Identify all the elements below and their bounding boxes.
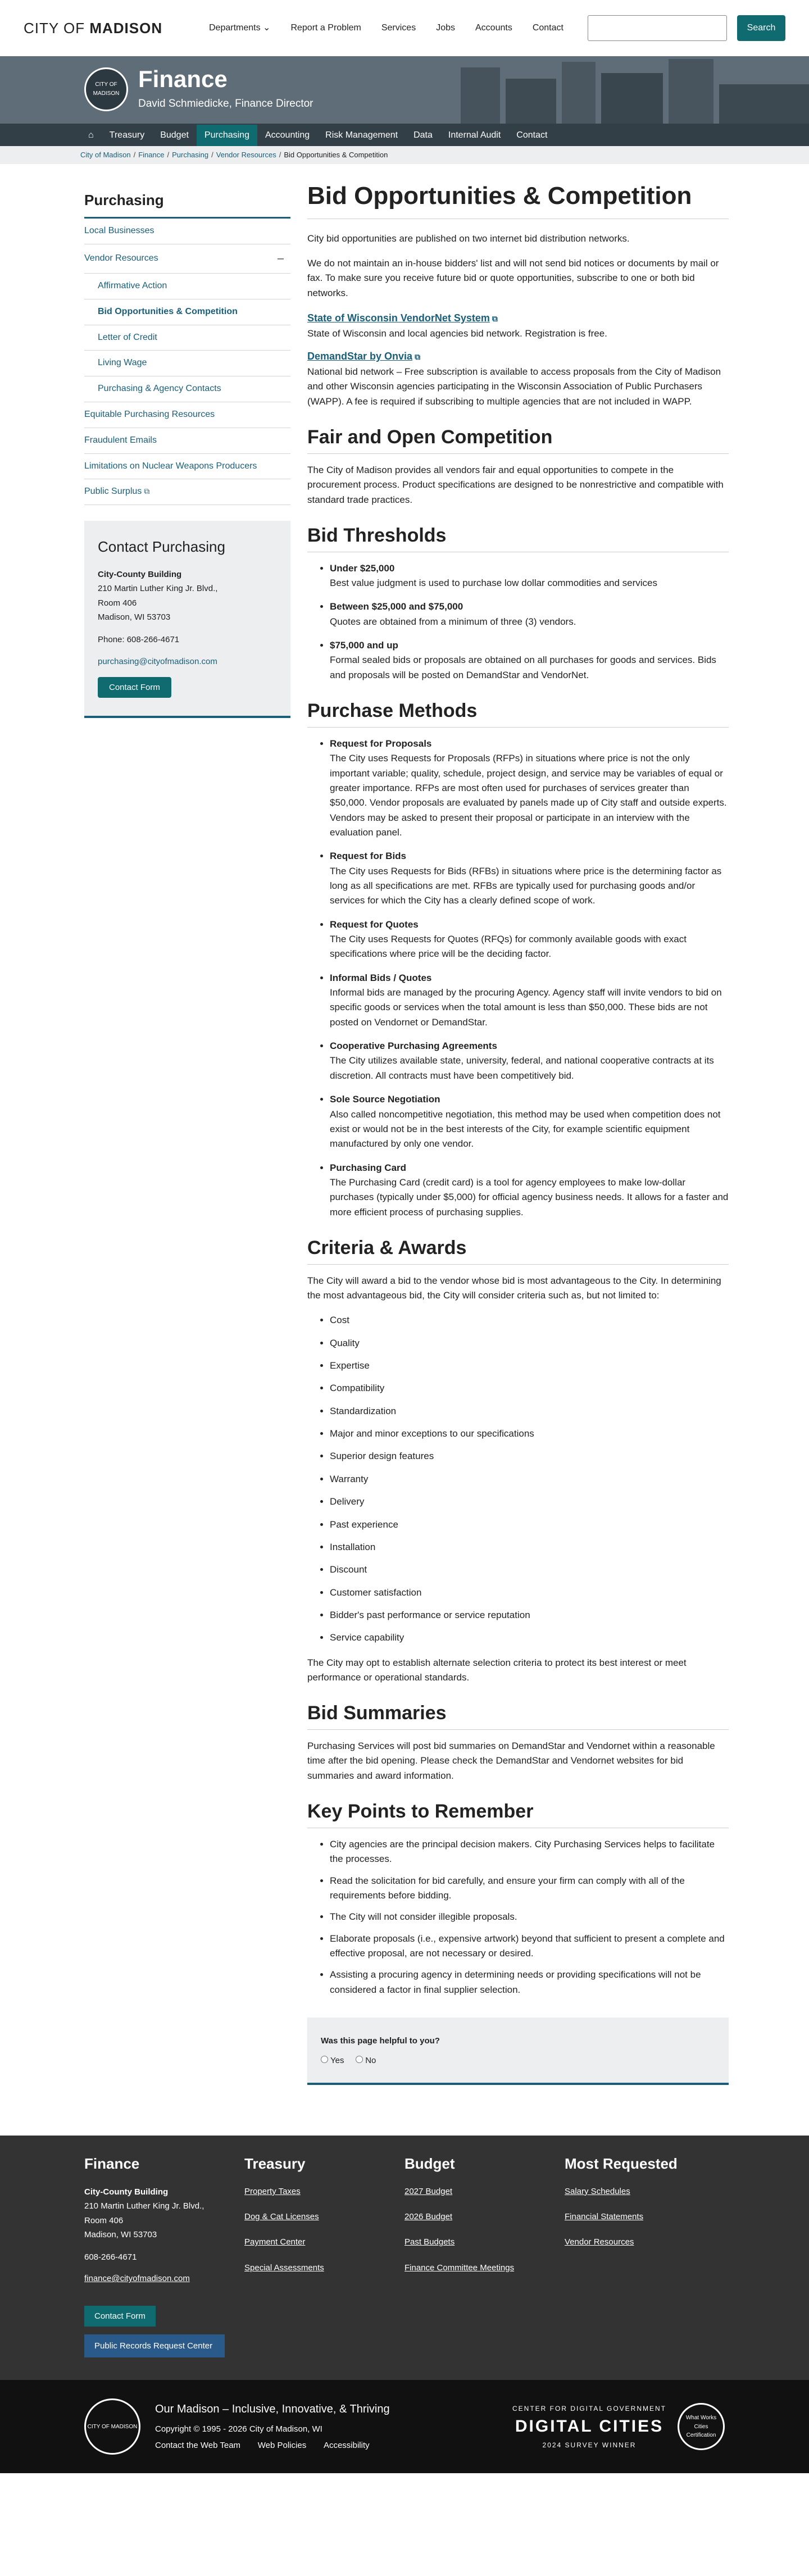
bid-summaries-text: Purchasing Services will post bid summaries on DemandStar and Vendornet within a reasonable time after the bid opening. Please check the DemandStar and Vendornet websites for bid summaries and award information.	[307, 1741, 715, 1781]
footer-phone: 608-266-4671	[84, 2252, 137, 2262]
feedback-yes-label: Yes	[330, 2056, 344, 2066]
what-works-cities-badge-icon	[678, 2403, 725, 2450]
list-item: • City agencies are the principal decision makers. City Purchasing Services helps to facilitate the processes.	[330, 1837, 729, 1867]
subnav-purchasing[interactable]: Purchasing	[197, 125, 257, 146]
footer-link[interactable]: Dog & Cat Licenses	[244, 2212, 319, 2222]
sidebar-item-bid-opportunities[interactable]	[84, 299, 290, 325]
feedback-no-label: No	[365, 2056, 376, 2066]
sidebar-item-label: Affirmative Action	[98, 281, 167, 291]
collapse-icon[interactable]: –	[277, 252, 284, 265]
logo-name-text: MADISON	[89, 19, 163, 37]
footer-finance	[84, 2152, 244, 2358]
external-link-icon: ⧉	[492, 314, 498, 323]
external-link-icon: ⧉	[144, 487, 150, 496]
breadcrumb-separator: /	[167, 150, 170, 159]
sidebar-item-affirmative-action[interactable]	[84, 274, 290, 299]
contact-form-button[interactable]: Contact Form	[98, 677, 171, 698]
criteria-intro: The City will award a bid to the vendor whose bid is most advantageous to the City. In determining the most advantageous bid, the City will consider criteria such as, but not limited to:	[307, 1275, 721, 1301]
footer-link[interactable]: Vendor Resources	[565, 2237, 634, 2247]
footer-link[interactable]: Payment Center	[244, 2237, 306, 2247]
main-layout	[0, 164, 809, 2085]
sidebar-nav	[84, 219, 290, 505]
demandstar-description: National bid network – Free subscription is available to access proposals from the City of Madison and other Wisconsin agencies participating in the Wisconsin Association of Public Purchasers (WAPP). A fee is required if subscribing to multiple agencies that are not included in WAPP.	[307, 366, 721, 407]
list-item: • Installation	[330, 1540, 729, 1555]
web-policies-link[interactable]: Web Policies	[257, 2441, 307, 2451]
list-item: • Compatibility	[330, 1381, 729, 1396]
top-nav	[209, 21, 563, 35]
heading-fair-competition: Fair and Open Competition	[307, 426, 729, 454]
external-link-icon: ⧉	[415, 352, 421, 362]
contact-address-1: 210 Martin Luther King Jr. Blvd.,	[98, 584, 218, 594]
site-footer	[0, 2136, 809, 2380]
breadcrumb-city[interactable]: City of Madison	[80, 150, 131, 159]
department-subnav	[80, 125, 555, 146]
list-item: • Warranty	[330, 1472, 729, 1487]
list-item: • Expertise	[330, 1359, 729, 1373]
breadcrumb-current: Bid Opportunities & Competition	[284, 150, 388, 159]
sidebar-item-label: Living Wage	[98, 358, 147, 368]
footer-email-link[interactable]: finance@cityofmadison.com	[84, 2274, 190, 2284]
search-button[interactable]: Search	[737, 15, 785, 41]
dc-top-text: CENTER FOR DIGITAL GOVERNMENT	[512, 2404, 666, 2413]
footer-address-3: Madison, WI 53703	[84, 2230, 157, 2240]
bid-network-demandstar	[307, 349, 729, 409]
feedback-no-radio[interactable]	[356, 2056, 363, 2063]
nav-departments[interactable]: Departments ⌄	[209, 21, 270, 35]
sidebar-item-label: Local Businesses	[84, 226, 154, 236]
feedback-yes-radio[interactable]	[321, 2056, 328, 2063]
list-item: • Customer satisfaction	[330, 1585, 729, 1600]
threshold-text: Best value judgment is used to purchase low dollar commodities and services	[330, 578, 658, 589]
sidebar-item-label: Public Surplus	[84, 487, 142, 497]
awards	[512, 2403, 725, 2450]
sidebar-item-agency-contacts[interactable]	[84, 376, 290, 402]
contact-web-team-link[interactable]: Contact the Web Team	[155, 2441, 241, 2451]
subnav-treasury[interactable]: Treasury	[109, 130, 145, 140]
heading-bid-summaries: Bid Summaries	[307, 1702, 729, 1730]
methods-list	[330, 737, 729, 1220]
list-item: • Major and minor exceptions to our specifications	[330, 1426, 729, 1441]
nav-report-problem[interactable]: Report a Problem	[290, 22, 361, 33]
footer-link[interactable]: 2027 Budget	[404, 2186, 453, 2196]
subnav-accounting[interactable]: Accounting	[265, 130, 310, 140]
sidebar-item-label: Bid Opportunities & Competition	[98, 306, 238, 316]
dc-year-text: 2024 SURVEY WINNER	[542, 2441, 637, 2449]
main-content	[307, 179, 729, 2085]
breadcrumb-purchasing[interactable]: Purchasing	[172, 150, 209, 159]
list-item: • Past experience	[330, 1518, 729, 1532]
demandstar-link[interactable]	[307, 351, 420, 362]
footer-budget	[404, 2152, 565, 2358]
method-text: The City uses Requests for Quotes (RFQs) for commonly available goods with exact specifications where price will be the deciding factor.	[330, 934, 687, 960]
breadcrumb-separator: /	[133, 150, 136, 159]
list-item	[330, 1092, 729, 1151]
footer-budget-title: Budget	[404, 2155, 455, 2172]
sidebar-item-nuclear-limitations[interactable]	[84, 454, 290, 480]
list-item: • Delivery	[330, 1494, 729, 1509]
nav-contact[interactable]: Contact	[532, 22, 563, 33]
method-title: • Request for Proposals	[330, 738, 432, 749]
list-item: • The City will not consider illegible proposals.	[330, 1910, 729, 1924]
search-area	[588, 15, 785, 41]
sidebar-item-label: Limitations on Nuclear Weapons Producers	[84, 461, 257, 471]
footer-most-requested-title: Most Requested	[565, 2155, 678, 2172]
subnav-budget[interactable]: Budget	[160, 130, 189, 140]
list-item: • Bidder's past performance or service reputation	[330, 1608, 729, 1623]
footer-finance-title: Finance	[84, 2155, 140, 2172]
list-item: • Read the solicitation for bid carefully, and ensure your firm can comply with all of the requirements before bidding.	[330, 1874, 729, 1903]
footer-treasury	[244, 2152, 404, 2358]
accessibility-link[interactable]: Accessibility	[323, 2441, 370, 2451]
footer-building: City-County Building	[84, 2187, 169, 2197]
bottom-text	[155, 2401, 390, 2453]
sidebar-item-label: Letter of Credit	[98, 332, 157, 342]
dc-main-text: DIGITAL CITIES	[515, 2417, 664, 2436]
nav-jobs[interactable]: Jobs	[436, 22, 455, 33]
feedback-box	[307, 2018, 729, 2085]
breadcrumb	[0, 146, 809, 164]
sidebar-item-fraudulent-emails[interactable]	[84, 428, 290, 454]
list-item: • Discount	[330, 1562, 729, 1577]
threshold-text: Quotes are obtained from a minimum of three (3) vendors.	[330, 616, 576, 627]
subnav-data[interactable]: Data	[413, 130, 433, 140]
department-banner	[0, 56, 809, 146]
logo-city-text: CITY OF	[24, 19, 85, 37]
heading-bid-thresholds: Bid Thresholds	[307, 524, 729, 552]
sidebar-title[interactable]: Purchasing	[84, 179, 290, 219]
search-input[interactable]	[588, 15, 727, 41]
method-text: The City uses Requests for Proposals (RFPs) in situations where price is not the only important variable; quality, schedule, project design, and service may be variables of equal or greater importance. RFPs are most often used for purchases of services greater than $50,000. Vendor proposals are evaluated by panels made up of City staff and outside experts. Vendors may be asked to present their proposal or participate in an interview with the evaluation panel.	[330, 753, 727, 838]
footer-treasury-title: Treasury	[244, 2155, 306, 2172]
threshold-text: Formal sealed bids or proposals are obtained on all purchases for goods and services. Bids and proposals will be posted on DemandStar and VendorNet.	[330, 655, 716, 680]
list-item	[330, 599, 729, 629]
footer-link[interactable]: Past Budgets	[404, 2237, 455, 2247]
seal-text: CITY OF MADISON	[87, 2423, 138, 2430]
footer-address-1: 210 Martin Luther King Jr. Blvd.,	[84, 2201, 204, 2211]
key-points-list	[330, 1837, 729, 1997]
nav-services[interactable]: Services	[381, 22, 416, 33]
method-title: • Sole Source Negotiation	[330, 1094, 440, 1105]
sidebar-item-local-businesses[interactable]	[84, 219, 290, 244]
copyright: Copyright © 1995 - 2026 City of Madison, WI	[155, 2424, 322, 2434]
sidebar-item-equitable-purchasing[interactable]	[84, 402, 290, 428]
city-seal-icon	[84, 2398, 140, 2455]
footer-link[interactable]: Property Taxes	[244, 2186, 301, 2196]
breadcrumb-vendor-resources[interactable]: Vendor Resources	[216, 150, 276, 159]
site-header	[0, 0, 809, 56]
sidebar-item-label: Equitable Purchasing Resources	[84, 410, 215, 420]
breadcrumb-finance[interactable]: Finance	[138, 150, 165, 159]
feedback-question: Was this page helpful to you?	[321, 2036, 440, 2046]
contact-address-2: Room 406	[98, 598, 137, 608]
breadcrumb-separator: /	[279, 150, 281, 159]
list-item	[330, 561, 729, 591]
threshold-title: • Under $25,000	[330, 562, 395, 574]
footer-most-requested	[565, 2152, 725, 2358]
fair-competition-text: The City of Madison provides all vendors fair and equal opportunities to compete in the procurement process. Product specifications are designed to be nonrestrictive and compatible with standard trade practices.	[307, 464, 724, 505]
city-tagline: Our Madison – Inclusive, Innovative, & Thriving	[155, 2403, 390, 2416]
vendornet-description: State of Wisconsin and local agencies bid network. Registration is free.	[307, 328, 607, 339]
contact-title: Contact Purchasing	[98, 538, 225, 556]
bid-network-vendornet	[307, 311, 729, 341]
list-item: • Superior design features	[330, 1449, 729, 1464]
feedback-yes[interactable]	[321, 2056, 344, 2065]
sidebar-item-living-wage[interactable]	[84, 351, 290, 376]
breadcrumb-separator: /	[211, 150, 213, 159]
seal-text: CITY OF MADISON	[93, 81, 120, 97]
sidebar-item-label: Purchasing & Agency Contacts	[98, 384, 221, 394]
bottom-bar	[0, 2380, 809, 2473]
method-title: • Request for Bids	[330, 851, 407, 862]
sidebar-item-label: Fraudulent Emails	[84, 435, 157, 445]
sidebar-item-label: Vendor Resources	[84, 253, 158, 263]
feedback-no[interactable]	[356, 2056, 376, 2065]
banner-heading	[84, 66, 313, 112]
criteria-list	[330, 1313, 729, 1645]
footer-link[interactable]: Financial Statements	[565, 2212, 644, 2222]
city-logo[interactable]	[24, 17, 209, 39]
demandstar-link-text: DemandStar by Onvia	[307, 351, 413, 362]
list-item: • Elaborate proposals (i.e., expensive artwork) beyond that sufficient to present a complete and effective proposal, are not necessary or desired.	[330, 1932, 729, 1961]
list-item: • Assisting a procuring agency in determining needs or providing specifications will not be considered a factor in final supplier selection.	[330, 1968, 729, 1997]
sidebar-item-letter-of-credit[interactable]	[84, 325, 290, 351]
threshold-title: • Between $25,000 and $75,000	[330, 601, 463, 612]
city-seal-icon	[84, 67, 128, 111]
page-title: Bid Opportunities & Competition	[307, 179, 729, 219]
department-title[interactable]: Finance	[138, 66, 228, 92]
method-text: The City utilizes available state, university, federal, and national cooperative contracts at its discretion. All contracts must have been competitively bid.	[330, 1055, 714, 1081]
list-item: • Service capability	[330, 1630, 729, 1645]
sidebar-item-public-surplus[interactable]	[84, 479, 290, 505]
sidebar-item-vendor-resources[interactable]	[84, 244, 290, 274]
contact-phone: Phone: 608-266-4671	[98, 634, 180, 644]
heading-key-points: Key Points to Remember	[307, 1800, 729, 1828]
method-title: • Request for Quotes	[330, 919, 419, 930]
footer-contact-form-button[interactable]: Contact Form	[84, 2306, 156, 2327]
contact-address-3: Madison, WI 53703	[98, 612, 171, 623]
intro-paragraph-2: We do not maintain an in-house bidders' list and will not send bid notices or documents by mail or fax. To make sure you receive future bid or quote opportunities, subscribe to one or both bid networks.	[307, 257, 719, 298]
list-item	[330, 971, 729, 1030]
nav-accounts[interactable]: Accounts	[475, 22, 512, 33]
list-item	[330, 638, 729, 683]
vendornet-link[interactable]	[307, 312, 498, 324]
footer-link[interactable]: Salary Schedules	[565, 2186, 630, 2196]
contact-purchasing-box	[84, 521, 290, 717]
contact-email-link[interactable]: purchasing@cityofmadison.com	[98, 657, 217, 667]
list-item: • Quality	[330, 1336, 729, 1351]
digital-cities-logo	[512, 2404, 666, 2451]
public-records-button[interactable]: Public Records Request Center	[84, 2334, 225, 2358]
department-director: David Schmiedicke, Finance Director	[138, 98, 313, 110]
intro-paragraph-1: City bid opportunities are published on two internet bid distribution networks.	[307, 233, 630, 244]
method-title: • Purchasing Card	[330, 1162, 407, 1173]
footer-link[interactable]: Special Assessments	[244, 2262, 324, 2273]
list-item: • Standardization	[330, 1404, 729, 1419]
method-text: The Purchasing Card (credit card) is a tool for agency employees to make low-dollar purchases (typically under $5,000) for official agency business needs. It allows for a faster and more efficient process of purchasing supplies.	[330, 1176, 729, 1217]
list-item: • Cost	[330, 1313, 729, 1328]
criteria-outro: The City may opt to establish alternate selection criteria to protect its best interest or meet performance or operational standards.	[307, 1657, 687, 1683]
footer-address-2: Room 406	[84, 2215, 124, 2225]
badge-text: What Works Cities Certification	[685, 2415, 717, 2439]
heading-purchase-methods: Purchase Methods	[307, 699, 729, 728]
thresholds-list	[330, 561, 729, 683]
vendornet-link-text: State of Wisconsin VendorNet System	[307, 312, 490, 324]
method-text: Also called noncompetitive negotiation, this method may be used when competition does not exist or would not be in the best interests of the City, for example scientific equipment manufactured by only one vendor.	[330, 1108, 721, 1150]
method-title: • Informal Bids / Quotes	[330, 972, 432, 983]
sidebar	[84, 179, 290, 2085]
home-icon[interactable]: ⌂	[88, 130, 94, 140]
list-item	[330, 1039, 729, 1083]
contact-building: City-County Building	[98, 569, 182, 579]
heading-criteria-awards: Criteria & Awards	[307, 1237, 729, 1265]
subnav-risk-management[interactable]: Risk Management	[325, 130, 398, 140]
list-item	[330, 849, 729, 908]
footer-link[interactable]: Finance Committee Meetings	[404, 2262, 515, 2273]
threshold-title: • $75,000 and up	[330, 640, 398, 651]
footer-link[interactable]: 2026 Budget	[404, 2212, 453, 2222]
list-item	[330, 737, 729, 840]
list-item	[330, 917, 729, 962]
list-item	[330, 1161, 729, 1220]
method-title: • Cooperative Purchasing Agreements	[330, 1041, 497, 1052]
method-text: The City uses Requests for Bids (RFBs) in situations where price is the determining factor as long as all specifications are met. RFBs are typically used for purchasing goods and/or services for which the City has a clearly defined scope of work.	[330, 865, 722, 906]
method-text: Informal bids are managed by the procuring Agency. Agency staff will invite vendors to bid on specific goods or services when the total amount is less than $50,000. These bids are not posted on Vendornet or DemandStar.	[330, 987, 722, 1028]
subnav-internal-audit[interactable]: Internal Audit	[448, 130, 501, 140]
subnav-contact[interactable]: Contact	[516, 130, 548, 140]
